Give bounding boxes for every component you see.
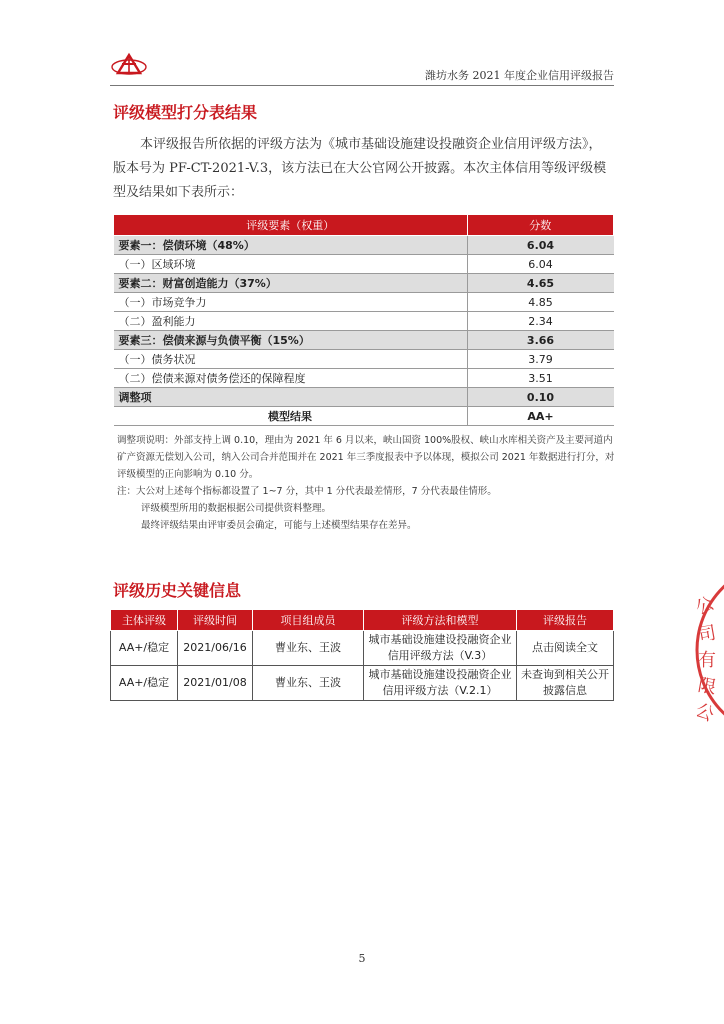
header-title: 潍坊水务 2021 年度企业信用评级报告 — [425, 69, 614, 82]
factor-score: 2.34 — [467, 312, 614, 331]
column-header-report: 评级报告 — [517, 610, 614, 631]
factor-label: 要素三：偿债来源与负债平衡（15%） — [114, 331, 468, 350]
note-data-source: 评级模型所用的数据根据公司提供资料整理。 — [141, 503, 332, 514]
factor-label: （二）盈利能力 — [114, 312, 468, 331]
table-row — [114, 236, 614, 255]
column-header-method: 评级方法和模型 — [364, 610, 517, 631]
factor-label: （一）债务状况 — [114, 350, 468, 369]
method-cell: 城市基础设施建设投融资企业信用评级方法（V.3） — [364, 631, 517, 666]
table-row — [114, 369, 614, 388]
table-row — [114, 255, 614, 274]
date-cell: 2021/01/08 — [178, 666, 253, 701]
table-header-row — [111, 610, 614, 631]
factor-label: 要素二：财富创造能力（37%） — [114, 274, 468, 293]
method-cell: 城市基础设施建设投融资企业信用评级方法（V.2.1） — [364, 666, 517, 701]
factor-score: 6.04 — [467, 255, 614, 274]
column-header-date: 评级时间 — [178, 610, 253, 631]
factor-label: （二）偿债来源对债务偿还的保障程度 — [114, 369, 468, 388]
table-notes — [117, 432, 617, 534]
column-header-members: 项目组成员 — [253, 610, 364, 631]
result-score: AA+ — [467, 407, 614, 426]
members-cell: 曹业东、王波 — [253, 631, 364, 666]
table-row — [114, 293, 614, 312]
dagong-logo — [110, 52, 148, 78]
table-row — [114, 274, 614, 293]
factor-score: 6.04 — [467, 236, 614, 255]
company-seal-stamp — [690, 560, 724, 740]
factor-score: 3.79 — [467, 350, 614, 369]
factor-score: 3.66 — [467, 331, 614, 350]
note-scale: 注：大公对上述每个指标都设置了 1~7 分，其中 1 分代表最差情形，7 分代表最佳情形。 — [117, 486, 497, 497]
table-row — [111, 666, 614, 701]
svg-text:限: 限 — [696, 674, 718, 699]
factor-score: 4.65 — [467, 274, 614, 293]
model-score-table — [113, 214, 614, 426]
result-label: 模型结果 — [114, 407, 468, 426]
section-title-history: 评级历史关键信息 — [113, 581, 242, 600]
factor-score: 3.51 — [467, 369, 614, 388]
column-header-factor: 评级要素（权重） — [114, 215, 468, 236]
rating-cell: AA+/稳定 — [111, 631, 178, 666]
table-row — [114, 388, 614, 407]
rating-history-table — [110, 609, 614, 701]
header-rule — [110, 85, 614, 86]
factor-label: （一）市场竞争力 — [114, 293, 468, 312]
page-number: 5 — [358, 952, 366, 965]
column-header-score: 分数 — [467, 215, 614, 236]
svg-text:有: 有 — [698, 650, 716, 671]
report-link[interactable]: 点击阅读全文 — [517, 631, 614, 666]
table-row — [114, 350, 614, 369]
intro-paragraph: 本评级报告所依据的评级方法为《城市基础设施建设投融资企业信用评级方法》，版本号为 PF-CT-2021-V.3，该方法已在大公官网公开披露。本次主体信用等级评级模型及结果如下表所示： — [113, 137, 607, 200]
svg-text:司: 司 — [696, 622, 718, 647]
factor-score: 4.85 — [467, 293, 614, 312]
section-title-model: 评级模型打分表结果 — [113, 103, 258, 122]
factor-score: 0.10 — [467, 388, 614, 407]
factor-label: （一）区域环境 — [114, 255, 468, 274]
rating-cell: AA+/稳定 — [111, 666, 178, 701]
column-header-rating: 主体评级 — [111, 610, 178, 631]
note-final-result: 最终评级结果由评审委员会确定，可能与上述模型结果存在差异。 — [141, 520, 417, 531]
date-cell: 2021/06/16 — [178, 631, 253, 666]
table-row — [114, 331, 614, 350]
members-cell: 曹业东、王波 — [253, 666, 364, 701]
report-cell: 未查询到相关公开披露信息 — [517, 666, 614, 701]
svg-text:公: 公 — [692, 699, 718, 727]
factor-label: 要素一：偿债环境（48%） — [114, 236, 468, 255]
table-row — [111, 631, 614, 666]
table-row — [114, 312, 614, 331]
table-header-row — [114, 215, 614, 236]
table-row-result — [114, 407, 614, 426]
adjustment-note: 调整项说明：外部支持上调 0.10，理由为 2021 年 6 月以来，峡山国资 100%股权、峡山水库相关资产及主要河道内矿产资源无偿划入公司，纳入公司合并范围并在 2021 年三季度报表中予以体现，模拟公司 2021 年数据进行打分，对评级模型的正向影响为 0.10 分。 — [117, 435, 615, 480]
svg-text:公: 公 — [692, 592, 718, 620]
factor-label: 调整项 — [114, 388, 468, 407]
